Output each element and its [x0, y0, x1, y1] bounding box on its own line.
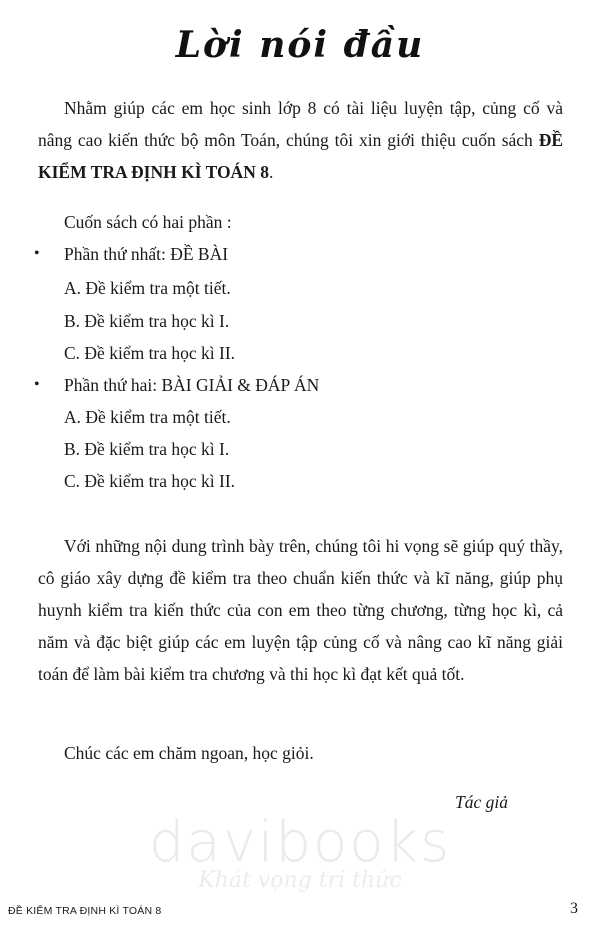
watermark-brand: davibooks — [148, 810, 452, 875]
closing-line: Chúc các em chăm ngoan, học giỏi. — [64, 743, 314, 763]
part-item: C. Đề kiểm tra học kì II. — [64, 343, 236, 363]
page-number: 3 — [570, 900, 578, 917]
parts-intro: Cuốn sách có hai phần : — [64, 212, 232, 232]
book-name: ĐỀ KIỂM TRA ĐỊNH KÌ TOÁN 8 — [38, 130, 563, 182]
watermark-tagline: Khát vọng tri thức — [198, 868, 402, 893]
part-heading: Phần thứ hai: BÀI GIẢI & ĐÁP ÁN — [64, 375, 320, 395]
part-item: B. Đề kiểm tra học kì I. — [64, 311, 230, 331]
author-signature: Tác giả — [455, 792, 508, 812]
page-title: Lời nói đầu — [175, 24, 425, 66]
intro-text: Nhằm giúp các em học sinh lớp 8 có tài liệu luyện tập, củng cố và nâng cao kiến thức bộ môn Toán, chúng tôi xin giới thiệu cuốn sách — [38, 98, 563, 150]
intro-paragraph — [38, 92, 563, 188]
part-heading: Phần thứ nhất: ĐỀ BÀI — [64, 244, 229, 264]
bullet-icon: • — [34, 245, 40, 262]
part-item: C. Đề kiểm tra học kì II. — [64, 471, 236, 491]
footer-book-title: ĐỀ KIỂM TRA ĐỊNH KÌ TOÁN 8 — [8, 905, 162, 917]
part-item: A. Đề kiểm tra một tiết. — [64, 407, 231, 427]
part-item: A. Đề kiểm tra một tiết. — [64, 278, 231, 298]
bullet-icon: • — [34, 376, 40, 393]
body-paragraph: Với những nội dung trình bày trên, chúng tôi hi vọng sẽ giúp quý thầy, cô giáo xây dựng đề kiểm tra theo chuẩn kiến thức và kĩ năng, giúp phụ huynh kiểm tra kiến thức của con em theo từng chương, từng học kì, cả năm và đặc biệt giúp các em luyện tập củng cố và nâng cao kĩ năng giải toán để làm bài kiểm tra chương và thi học kì đạt kết quả tốt. — [38, 536, 563, 684]
part-item: B. Đề kiểm tra học kì I. — [64, 439, 230, 459]
intro-end: . — [268, 162, 274, 182]
